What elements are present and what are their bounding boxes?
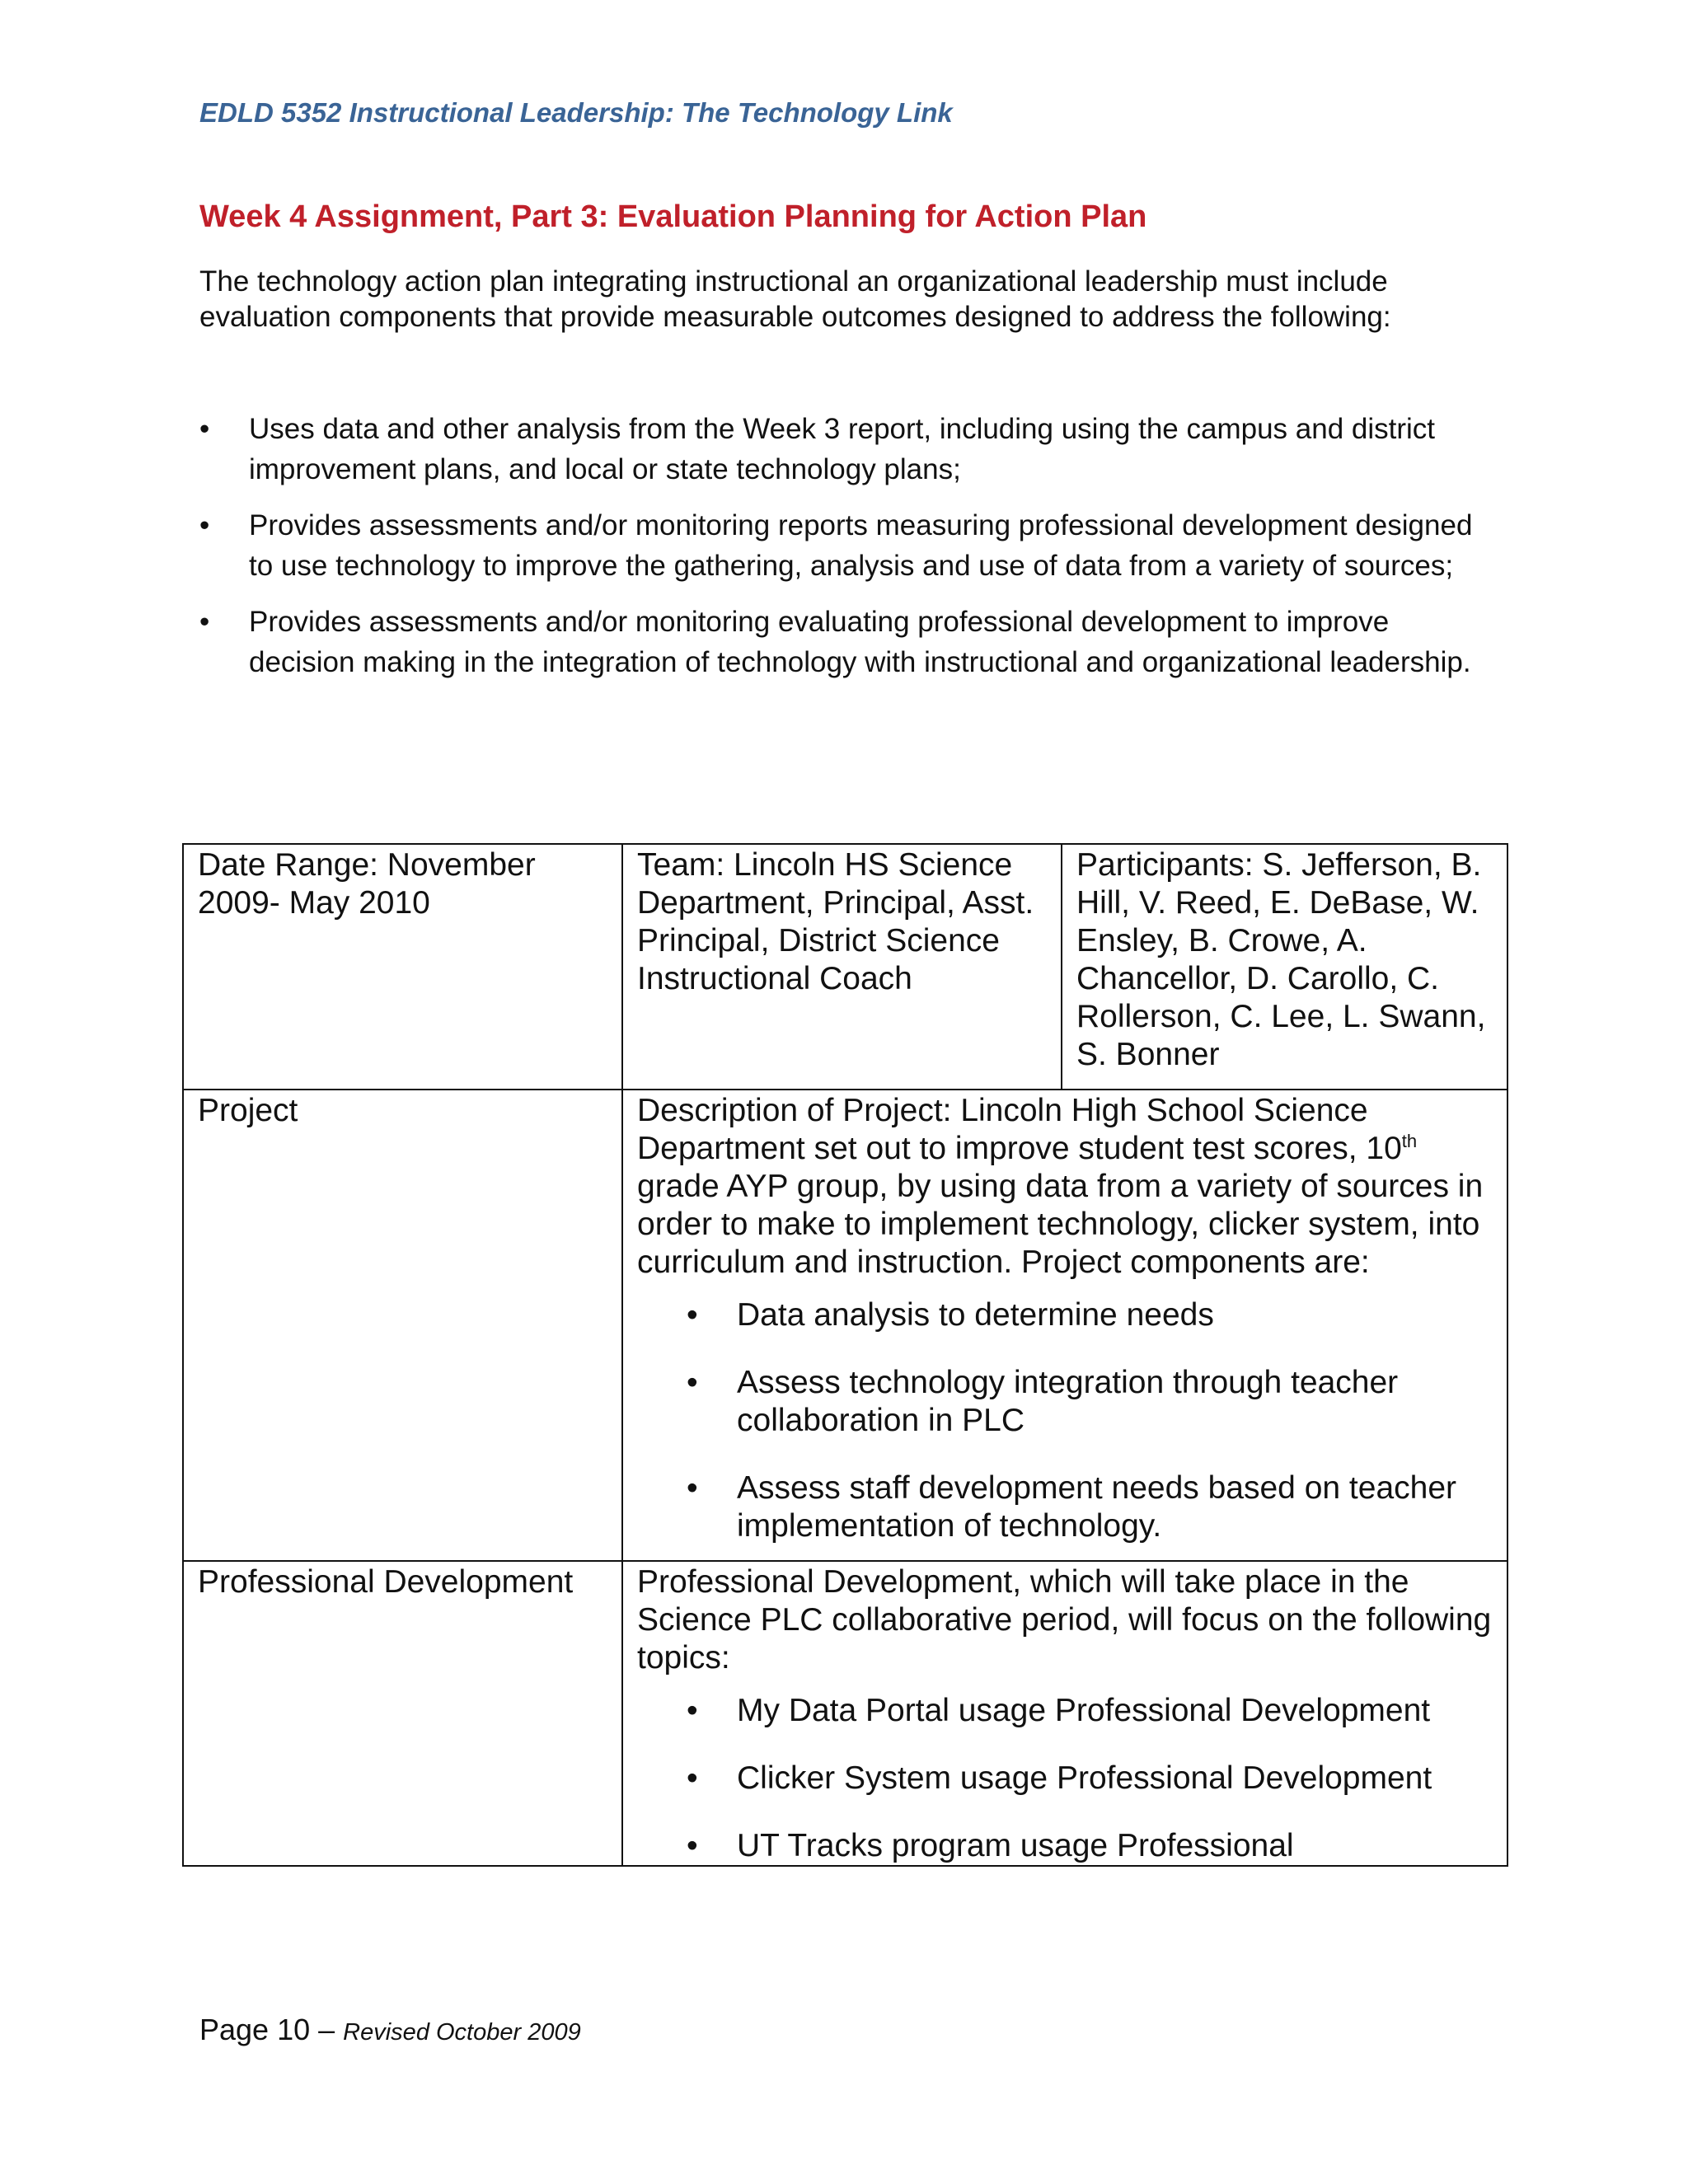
list-item: • Assess technology integration through teacher collaboration in PLC [687,1365,1399,1438]
page-number: Page 10 – [199,2013,335,2046]
date-range-cell: Date Range: November 2009- May 2010 [183,844,622,1090]
pd-description: Professional Development, which will take place in the Science PLC collaborative period, will focus on the following topics: [637,1564,1492,1675]
course-header: EDLD 5352 Instructional Leadership: The Technology Link [199,97,953,128]
bullet-icon: • [687,1365,698,1400]
list-item [199,602,1502,682]
bullet-icon: • [199,606,210,638]
bullet-icon: • [687,1297,698,1333]
list-item [199,409,1502,490]
list-item-text: Uses data and other analysis from the Week 3 report, including using the campus and district improvement plans, and local or state technology plans; [249,413,1435,485]
table-row [183,1090,1507,1561]
revision-date: Revised October 2009 [343,2019,581,2046]
list-item [199,505,1502,586]
bullet-icon: • [199,413,210,445]
bullet-icon: • [687,1760,698,1796]
list-item: • Data analysis to determine needs [687,1297,1214,1333]
list-item: • My Data Portal usage Professional Development [687,1693,1431,1728]
table-row [183,1561,1507,1866]
bullet-icon: • [199,509,210,541]
list-item-text: Provides assessments and/or monitoring reports measuring professional development designed to use technology to improve the gathering, analysis and use of data from a variety of sources; [249,509,1473,582]
list-item: • UT Tracks program usage Professional [687,1828,1294,1863]
pd-topics-list [637,1692,1493,1865]
project-label-cell: Project [183,1090,622,1561]
intro-paragraph: The technology action plan integrating instructional an organizational leadership must include evaluation components that provide measurable outcomes designed to address the following: [199,265,1391,333]
bullet-icon: • [687,1828,698,1863]
assignment-title: Week 4 Assignment, Part 3: Evaluation Planning for Action Plan [199,199,1147,234]
list-item-text: Provides assessments and/or monitoring evaluating professional development to improve decision making in the integration of technology with instructional and organizational leadership. [249,606,1471,678]
project-description-cell [622,1090,1507,1561]
table-row [183,844,1507,1090]
pd-description-cell [622,1561,1507,1866]
list-item: • Assess staff development needs based on teacher implementation of technology. [687,1470,1457,1544]
project-components-list [637,1296,1493,1545]
project-description: Description of Project: Lincoln High School Science Department set out to improve student test scores, 10th grade AYP group, by using data from a variety of sources in order to make to implement technology, clicker system, into curriculum and instruction. Project components are: [637,1093,1484,1280]
requirements-list [199,409,1502,698]
list-item: • Clicker System usage Professional Development [687,1760,1432,1796]
team-cell: Team: Lincoln HS Science Department, Principal, Asst. Principal, District Science Instructional Coach [622,844,1062,1090]
page-footer [199,2013,581,2047]
bullet-icon: • [687,1470,698,1506]
bullet-icon: • [687,1693,698,1728]
action-plan-table [182,843,1508,1867]
pd-label-cell: Professional Development [183,1561,622,1866]
participants-cell: Participants: S. Jefferson, B. Hill, V. Reed, E. DeBase, W. Ensley, B. Crowe, A. Chancellor, D. Carollo, C. Rollerson, C. Lee, L. Swann, S. Bonner [1062,844,1507,1090]
